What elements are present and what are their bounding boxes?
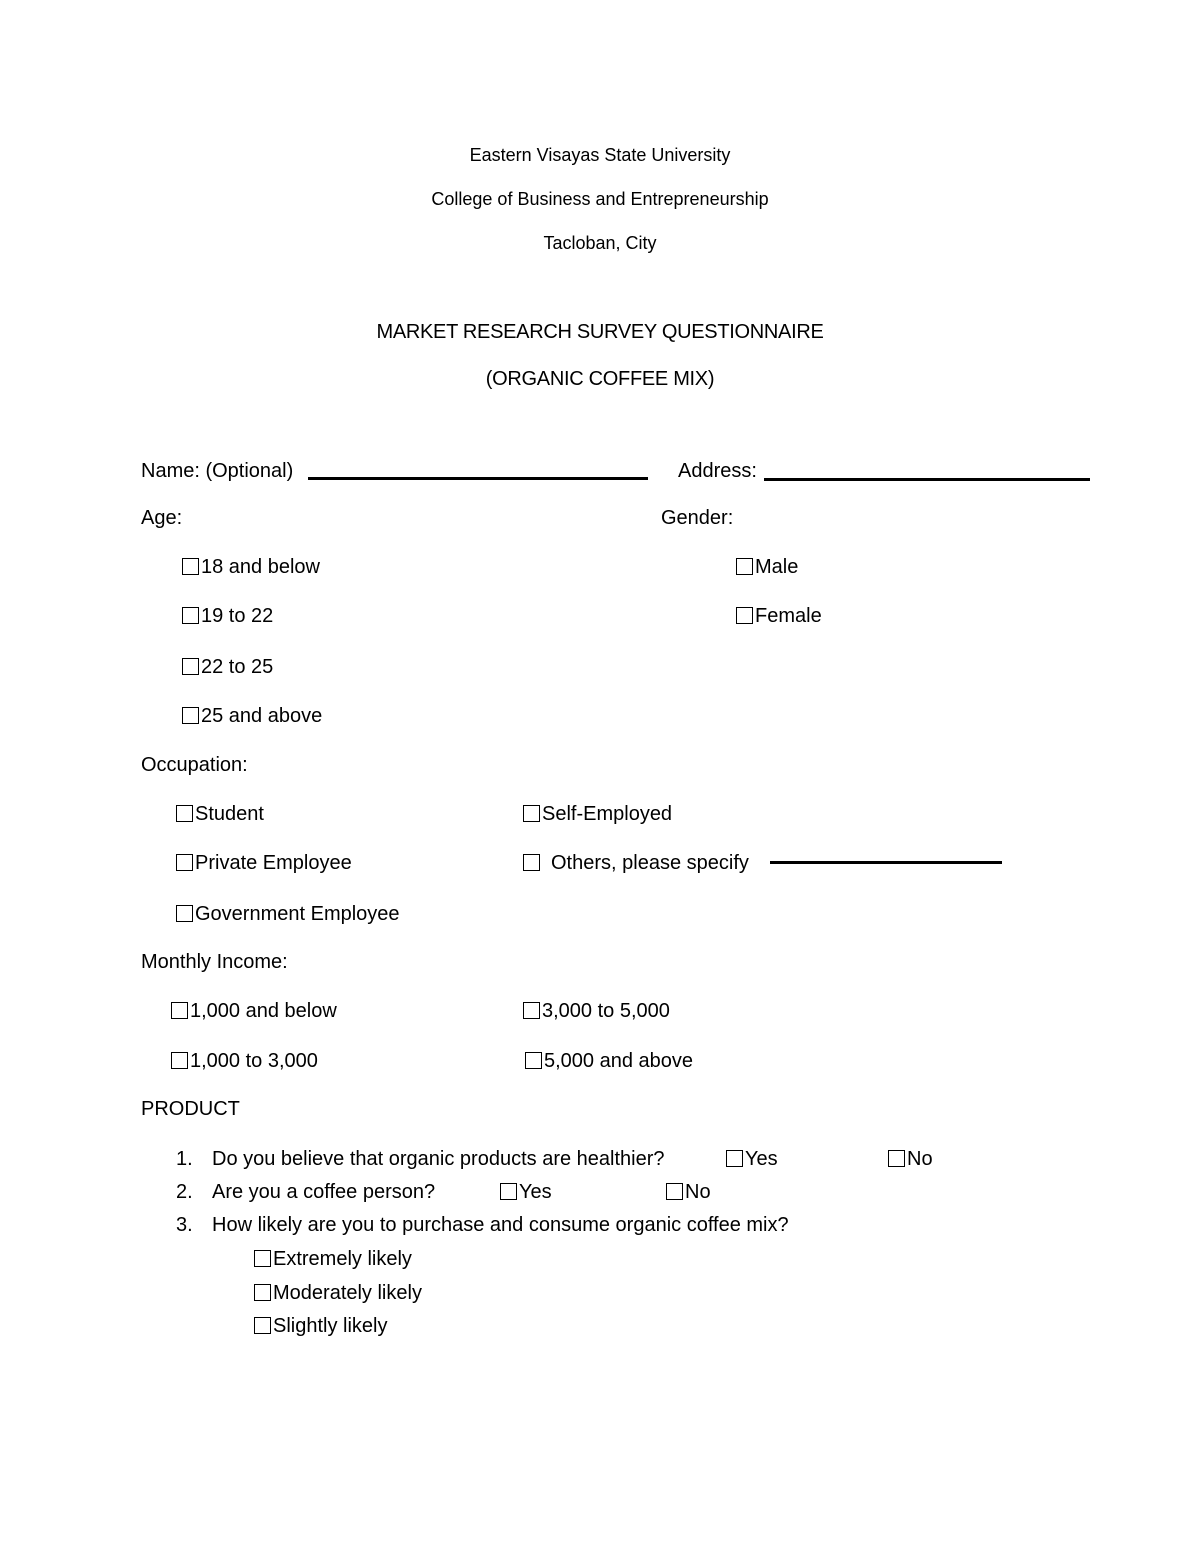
checkbox-icon[interactable] (182, 707, 199, 724)
checkbox-icon[interactable] (523, 1002, 540, 1019)
age-option[interactable]: 25 and above (182, 705, 322, 728)
checkbox-icon[interactable] (176, 854, 193, 871)
address-label: Address: (678, 460, 757, 482)
occupation-other-input-line[interactable] (770, 861, 1002, 864)
occupation-option[interactable]: Self-Employed (523, 803, 672, 826)
college-name: College of Business and Entrepreneurship (431, 189, 769, 209)
occupation-option[interactable]: Student (176, 803, 264, 826)
income-option[interactable]: 5,000 and above (525, 1050, 693, 1073)
likelihood-option[interactable]: Moderately likely (254, 1282, 422, 1305)
checkbox-icon[interactable] (182, 558, 199, 575)
answer-yes-option[interactable]: Yes (726, 1148, 778, 1171)
checkbox-icon[interactable] (736, 558, 753, 575)
checkbox-icon[interactable] (523, 805, 540, 822)
likelihood-option[interactable]: Slightly likely (254, 1315, 387, 1338)
age-label: Age: (141, 507, 183, 529)
age-option[interactable]: 19 to 22 (182, 605, 273, 628)
income-option[interactable]: 3,000 to 5,000 (523, 1000, 670, 1023)
gender-option[interactable]: Female (736, 605, 822, 628)
gender-option[interactable]: Male (736, 556, 798, 579)
checkbox-icon[interactable] (726, 1150, 743, 1167)
checkbox-icon[interactable] (182, 658, 199, 675)
survey-subtitle: (ORGANIC COFFEE MIX) (485, 368, 715, 390)
checkbox-icon[interactable] (523, 854, 540, 871)
checkbox-icon[interactable] (182, 607, 199, 624)
occupation-option[interactable]: Private Employee (176, 852, 352, 875)
question-number: 1. (176, 1148, 193, 1170)
answer-no-option[interactable]: No (666, 1181, 711, 1204)
product-label: PRODUCT (141, 1098, 240, 1120)
checkbox-icon[interactable] (736, 607, 753, 624)
age-option[interactable]: 18 and below (182, 556, 320, 579)
university-name: Eastern Visayas State University (469, 145, 731, 165)
checkbox-icon[interactable] (254, 1317, 271, 1334)
question-number: 3. (176, 1214, 193, 1236)
occupation-label: Occupation: (141, 754, 248, 776)
name-input-line[interactable] (308, 477, 648, 480)
city-name: Tacloban, City (543, 233, 657, 253)
checkbox-icon[interactable] (171, 1052, 188, 1069)
question-text: Are you a coffee person? (212, 1181, 436, 1203)
checkbox-icon[interactable] (171, 1002, 188, 1019)
question-number: 2. (176, 1181, 193, 1203)
answer-yes-option[interactable]: Yes (500, 1181, 552, 1204)
survey-title: MARKET RESEARCH SURVEY QUESTIONNAIRE (376, 321, 824, 343)
name-label: Name: (Optional) (141, 460, 294, 482)
income-label: Monthly Income: (141, 951, 288, 973)
checkbox-icon[interactable] (254, 1250, 271, 1267)
checkbox-icon[interactable] (176, 905, 193, 922)
checkbox-icon[interactable] (176, 805, 193, 822)
age-option[interactable]: 22 to 25 (182, 656, 273, 679)
checkbox-icon[interactable] (500, 1183, 517, 1200)
occupation-option[interactable]: Others, please specify (523, 852, 749, 875)
likelihood-option[interactable]: Extremely likely (254, 1248, 412, 1271)
occupation-option[interactable]: Government Employee (176, 903, 400, 926)
address-input-line[interactable] (764, 478, 1090, 481)
answer-no-option[interactable]: No (888, 1148, 933, 1171)
checkbox-icon[interactable] (254, 1284, 271, 1301)
question-text: How likely are you to purchase and consume organic coffee mix? (212, 1214, 789, 1236)
checkbox-icon[interactable] (888, 1150, 905, 1167)
question-text: Do you believe that organic products are healthier? (212, 1148, 665, 1170)
checkbox-icon[interactable] (525, 1052, 542, 1069)
income-option[interactable]: 1,000 to 3,000 (171, 1050, 318, 1073)
gender-label: Gender: (661, 507, 734, 529)
checkbox-icon[interactable] (666, 1183, 683, 1200)
income-option[interactable]: 1,000 and below (171, 1000, 337, 1023)
